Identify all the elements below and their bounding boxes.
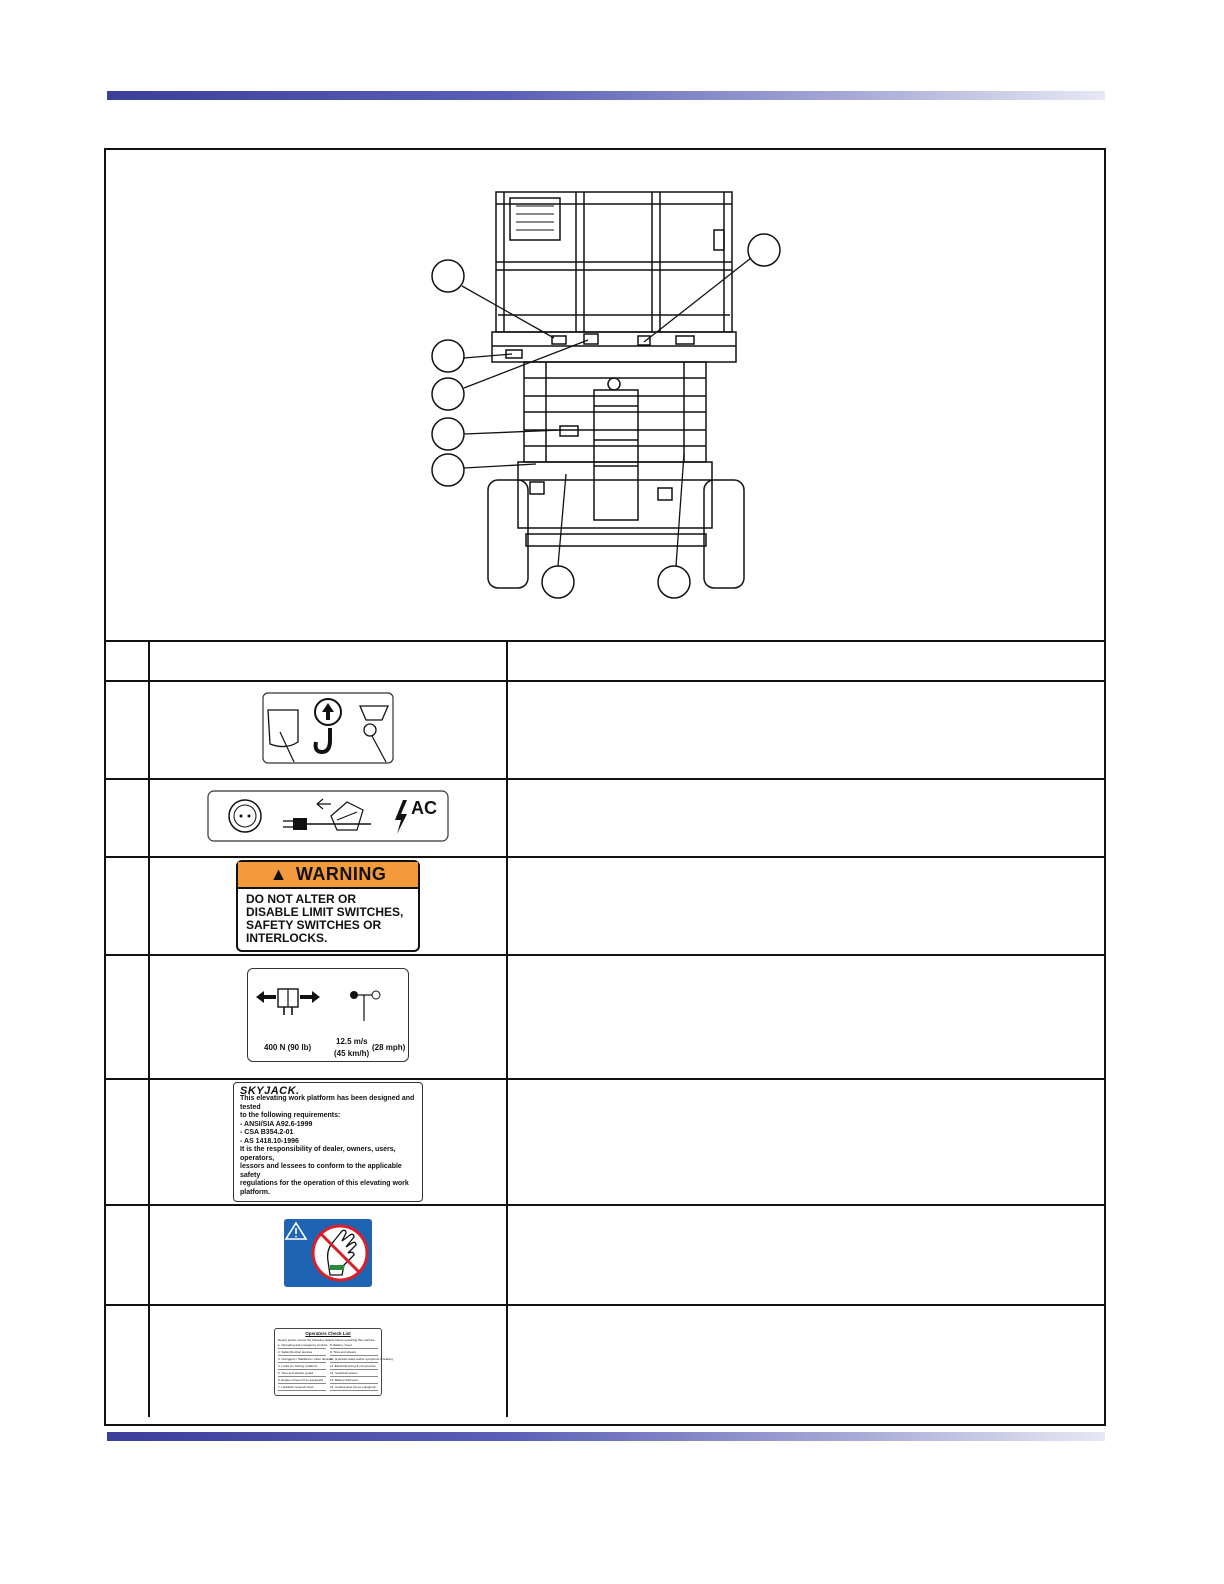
- decal-cell: [149, 955, 507, 1079]
- checklist-right-column: [330, 1342, 393, 1391]
- decal-cell: [149, 857, 507, 955]
- force-wind-pictogram: [248, 969, 408, 1035]
- svg-text:AC: AC: [411, 797, 437, 818]
- standards-line: It is the responsibility of dealer, owners, users, operators,: [240, 1146, 396, 1162]
- table-row: [106, 1205, 1104, 1305]
- skyjack-standards-decal: [233, 1082, 423, 1203]
- decal-cell: [149, 1079, 507, 1205]
- operators-check-list-decal: [274, 1328, 393, 1396]
- wind-speed-kmh: (45 km/h): [334, 1048, 370, 1058]
- scissor-lift-drawing: [106, 150, 1104, 640]
- checklist-title: Operators Check List: [305, 1330, 351, 1336]
- standards-line: - ANSI/SIA A92.6-1999: [240, 1120, 313, 1128]
- table-row: [106, 1079, 1104, 1205]
- row-number: [106, 1305, 149, 1417]
- checklist-intro: Report and/or correct the following defects before operating this machine.: [278, 1337, 376, 1342]
- table-row: [106, 857, 1104, 955]
- header-col-number: [106, 641, 149, 681]
- ac-power-plug-disconnect-icon: [207, 790, 449, 842]
- checklist-item: 4. Locks at / footing / platform: [278, 1363, 326, 1370]
- row-number: [106, 779, 149, 857]
- standards-line: regulations for the operation of this elevating work platform.: [240, 1180, 409, 1196]
- checklist-item: 5. Tires and wheels, guard: [278, 1370, 326, 1377]
- warning-decal: [236, 860, 420, 952]
- checklist-item: 6. Engine oil level (if so equipped): [278, 1377, 326, 1384]
- standards-line: to the following requirements:: [240, 1112, 341, 1120]
- decal-description: [507, 857, 1104, 955]
- standards-line: - CSA B354.2-01: [240, 1129, 294, 1137]
- checklist-left-column: [278, 1342, 333, 1391]
- platform-deck: [492, 332, 736, 362]
- row-number: [106, 955, 149, 1079]
- checklist-item: 7. Hydraulic reservoir level: [278, 1384, 326, 1391]
- checklist-item: 13. Battery fluid level: [330, 1377, 378, 1384]
- decal-description: [507, 1205, 1104, 1305]
- checklist-item: 14. Coolant level (as so equipped): [330, 1384, 378, 1391]
- decal-cell: [149, 1205, 507, 1305]
- checklist-item: 9. Tires and wheels: [330, 1349, 378, 1356]
- decal-locations-panel: [104, 148, 1106, 1426]
- row-number: [106, 1205, 149, 1305]
- callout-circle: [432, 378, 464, 410]
- decal-description: [507, 681, 1104, 779]
- callout-circle: [542, 566, 574, 598]
- callout-circle: [748, 234, 780, 266]
- callout-circle: [432, 260, 464, 292]
- decal-cell: [149, 1305, 507, 1417]
- standards-line: lessors and lessees to conform to the applicable safety: [240, 1163, 402, 1179]
- warning-header-text: WARNING: [295, 864, 387, 884]
- warning-triangle-icon: ▲: [269, 864, 288, 884]
- row-number: [106, 857, 149, 955]
- warning-body: DO NOT ALTER OR DISABLE LIMIT SWITCHES, SAFETY SWITCHES OR INTERLOCKS.: [246, 892, 404, 945]
- header-col-decal: [149, 641, 507, 681]
- lift-hook-points-icon: [262, 692, 394, 764]
- decal-cell: [149, 681, 507, 779]
- row-number: [106, 1079, 149, 1205]
- table-row: [106, 779, 1104, 857]
- skyjack-logo: SKYJACK.: [240, 1084, 300, 1097]
- wind-speed-mph: (28 mph): [372, 1042, 406, 1052]
- decal-description: [507, 1079, 1104, 1205]
- warning-header: [238, 862, 418, 889]
- table-row: [106, 955, 1104, 1079]
- header-rule: [107, 91, 1105, 100]
- callout-circle: [432, 454, 464, 486]
- header-col-description: [507, 641, 1104, 681]
- decal-description: [507, 955, 1104, 1079]
- wind-speed-ms: 12.5 m/s: [336, 1036, 368, 1046]
- machine-rear-view-figure: [106, 150, 1104, 640]
- checklist-item: 8. Battery / level: [330, 1342, 378, 1349]
- checklist-item: 2. Safety/function devices: [278, 1349, 326, 1356]
- manual-force-wind-rating-icon: [247, 968, 409, 1062]
- left-wheel: [488, 480, 528, 588]
- table-row: [106, 1305, 1104, 1417]
- standards-line: - AS 1418.10-1996: [240, 1137, 299, 1145]
- decal-description: [507, 1305, 1104, 1417]
- checklist-item: 11. Electrical wiring & components: [330, 1363, 378, 1370]
- table-row: [106, 681, 1104, 779]
- row-number: [106, 681, 149, 779]
- checklist-item: 12. Guardrail system: [330, 1370, 378, 1377]
- checklist-item: 10. Hydraulic leaks and/or symptoms to leaking: [330, 1356, 393, 1361]
- table-header-row: [106, 641, 1104, 681]
- manual-force-label: 400 N (90 lb): [264, 1042, 312, 1052]
- checklist-columns: [278, 1342, 393, 1391]
- standards-line: This elevating work platform has been designed and tested: [240, 1095, 415, 1111]
- checklist-item: 1. Operating and emergency controls: [278, 1342, 328, 1347]
- right-wheel: [704, 480, 744, 588]
- callout-circle: [432, 340, 464, 372]
- callout-circle: [658, 566, 690, 598]
- footer-rule: [107, 1432, 1105, 1441]
- decal-table: [106, 640, 1104, 1417]
- no-hand-pinch-icon: [284, 1219, 372, 1287]
- decal-cell: [149, 779, 507, 857]
- callout-circle: [432, 418, 464, 450]
- checklist-item: 3. Outriggers / Stabilizers / other devices: [278, 1356, 333, 1361]
- decal-description: [507, 779, 1104, 857]
